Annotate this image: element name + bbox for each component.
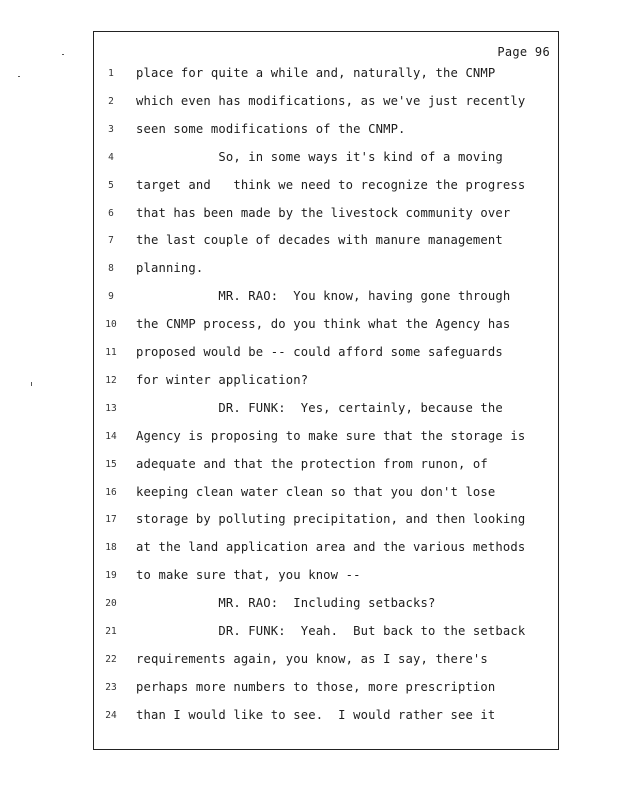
line-number: 12 [105,374,117,386]
line-text: requirements again, you know, as I say, there's [136,651,488,666]
line-text: for winter application? [136,372,309,387]
line-text: So, in some ways it's kind of a moving [136,149,503,164]
line-number: 4 [108,151,114,163]
line-text: MR. RAO: You know, having gone through [136,289,511,304]
line-number: 16 [105,486,117,498]
line-text: than I would like to see. I would rather see it [136,707,496,722]
line-text: target and think we need to recognize the progress [136,177,526,192]
transcript-line [94,457,560,473]
transcript-line [94,317,560,333]
transcript-line [94,680,560,696]
transcript-line [94,94,560,110]
transcript-line [94,289,560,305]
transcript-line [94,429,560,445]
line-number: 5 [108,179,114,191]
transcript-line [94,596,560,612]
transcript-line [94,485,560,501]
line-number: 9 [108,291,114,303]
transcript-line [94,373,560,389]
scan-speck [62,54,64,55]
transcript-line [94,401,560,417]
line-text: keeping clean water clean so that you don't lose [136,484,496,499]
line-number: 6 [108,207,114,219]
scan-speck [31,382,32,386]
line-text: adequate and that the protection from runon, of [136,456,488,471]
line-number: 13 [105,402,117,414]
line-text: DR. FUNK: Yes, certainly, because the [136,400,503,415]
transcript-page [93,31,559,750]
line-text: MR. RAO: Including setbacks? [136,596,436,611]
line-number: 22 [105,653,117,665]
line-text: at the land application area and the various methods [136,540,526,555]
transcript-line [94,345,560,361]
page-number: Page 96 [497,45,550,59]
transcript-line [94,66,560,82]
line-text: planning. [136,261,204,276]
line-text: that has been made by the livestock community over [136,205,511,220]
line-text: DR. FUNK: Yeah. But back to the setback [136,624,526,638]
transcript-line [94,206,560,222]
line-number: 15 [105,458,117,470]
line-text: which even has modifications, as we've just recently [136,93,526,108]
line-number: 20 [105,598,117,610]
line-number: 14 [105,430,117,442]
line-text: proposed would be -- could afford some safeguards [136,345,503,359]
line-text: Agency is proposing to make sure that the storage is [136,428,526,443]
line-text: the CNMP process, do you think what the Agency has [136,317,511,332]
line-number: 8 [108,263,114,275]
scan-speck [18,76,20,77]
transcript-line [94,540,560,556]
line-number: 17 [105,514,117,526]
line-number: 21 [105,626,117,637]
transcript-line [94,708,560,724]
line-number: 7 [108,235,114,247]
transcript-line [94,652,560,668]
line-number: 2 [108,95,114,107]
line-text: the last couple of decades with manure management [136,233,503,248]
transcript-line [94,624,560,640]
transcript-line [94,150,560,166]
line-number: 10 [105,319,117,331]
line-text: place for quite a while and, naturally, the CNMP [136,66,496,80]
line-text: to make sure that, you know -- [136,568,361,583]
line-text: perhaps more numbers to those, more prescription [136,679,496,694]
line-number: 3 [108,123,114,135]
line-text: seen some modifications of the CNMP. [136,121,406,136]
line-number: 19 [105,570,117,582]
transcript-line [94,568,560,584]
transcript-line [94,233,560,249]
line-number: 23 [105,681,117,693]
transcript-line [94,261,560,277]
line-text: storage by polluting precipitation, and then looking [136,512,526,527]
line-number: 24 [105,709,117,721]
transcript-line [94,512,560,528]
transcript-line [94,122,560,138]
line-number: 11 [105,347,117,358]
transcript-line [94,178,560,194]
line-number: 1 [108,68,114,79]
line-number: 18 [105,542,117,554]
